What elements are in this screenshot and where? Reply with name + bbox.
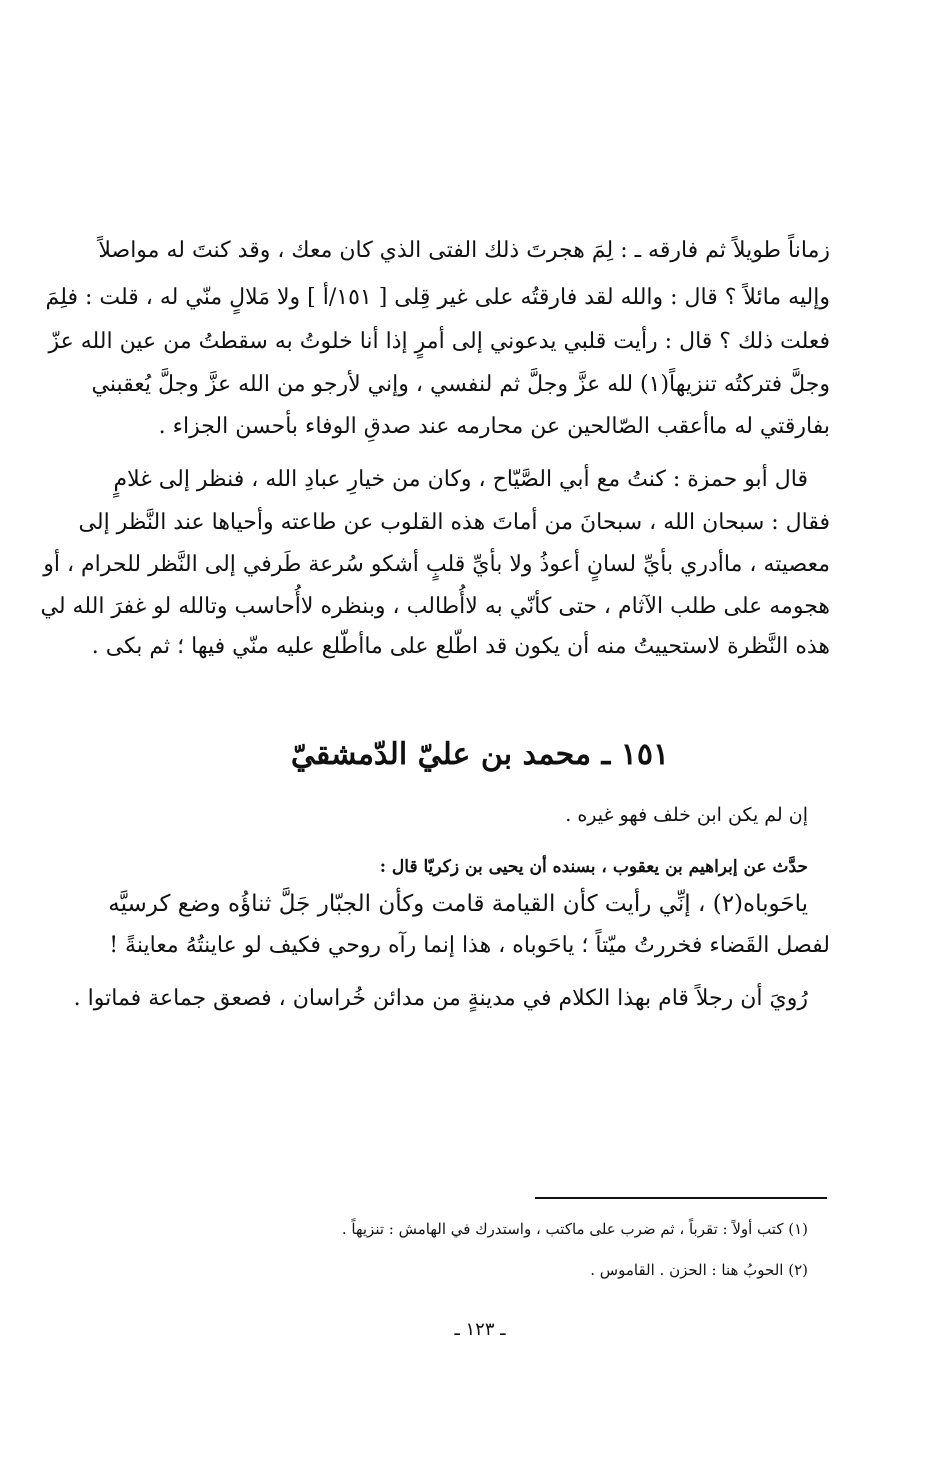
quote-line-1: ياحَوباه(٢) ، إنِّي رأيت كأن القيامة قامت وكأن الجبّار جَلَّ ثناؤُه وضع كرسيَّه bbox=[108, 891, 808, 917]
p2-line-4: هجومه على طلب الآثام ، حتى كأنّي به لاأُطالب ، وبنظره لاأُحاسب وتالله لو غفرَ الله لي bbox=[40, 594, 830, 619]
p2-line-2: فقال : سبحان الله ، سبحانَ من أماتَ هذه القلوب عن طاعته وأحياها عند النَّظر إلى bbox=[78, 510, 830, 535]
p2-line-1: قال أبو حمزة : كنتُ مع أبي الصَّيّاح ، وكان من خيارِ عبادِ الله ، فنظر إلى غلامٍ bbox=[113, 467, 808, 492]
p2-line-5: هذه النَّظرة لاستحييتُ منه أن يكون قد اطّلع على ماأطّلع عليه منّي فيها ؛ ثم بكى . bbox=[91, 634, 830, 659]
note-line: إن لم يكن ابن خلف فهو غيره . bbox=[565, 804, 808, 826]
quote-line-2: لفصل القَضاء فخررتُ ميّتاً ؛ ياحَوباه ، هذا إنما رآه روحي فكيف لو عاينتُهُ معاينةً ! bbox=[109, 933, 830, 958]
p1-line-2: وإليه مائلاً ؟ قال : والله لقد فارقتُه على غير قِلى [ ١٥١/أ ] ولا مَلالٍ منّي له ، قلت : فلِمَ bbox=[45, 285, 830, 310]
p1-line-3: فعلت ذلك ؟ قال : رأيت قلبي يدعوني إلى أمرٍ إذا أنا خلوتُ به سقطتُ من عين الله عزّ bbox=[48, 329, 830, 354]
footnote-separator bbox=[535, 1197, 827, 1199]
section-heading: ١٥١ ـ محمد بن عليّ الدّمشقيّ bbox=[290, 737, 670, 772]
footnote-2: (٢) الحوبُ هنا : الحزن . القاموس . bbox=[590, 1261, 808, 1279]
p2-line-3: معصيته ، ماأدري بأيِّ لسانٍ أعوذُ ولا بأيِّ قلبٍ أشكو سُرعة طَرفي إلى النَّظر للحرام ، أو bbox=[43, 552, 830, 577]
isnad-line: حدَّث عن إبراهيم بن يعقوب ، بسنده أن يحيى بن زكريّا قال : bbox=[379, 857, 808, 877]
page-number: ـ ١٢٣ ـ bbox=[454, 1319, 506, 1340]
footnote-1: (١) كتب أولاً : تقرباً ، ثم ضرب على ماكتب ، واستدرك في الهامش : تنزيهاً . bbox=[341, 1220, 808, 1238]
p1-line-5: بفارقتي له ماأعقب الصّالحين عن محارمه عند صدقِ الوفاء بأحسن الجزاء . bbox=[158, 414, 830, 439]
p1-line-4: وجلَّ فتركتُه تنزيهاً(١) لله عزَّ وجلَّ ثم لنفسي ، وإني لأرجو من الله عزَّ وجلَّ يُعقبني bbox=[91, 372, 830, 397]
p1-line-1: زماناً طويلاً ثم فارقه ـ : لِمَ هجرتَ ذلك الفتى الذي كان معك ، وقد كنتَ له مواصلاً bbox=[98, 238, 830, 263]
closing-line: رُويَ أن رجلاً قام بهذا الكلام في مدينةٍ من مدائن خُراسان ، فصعق جماعة فماتوا . bbox=[73, 986, 808, 1011]
